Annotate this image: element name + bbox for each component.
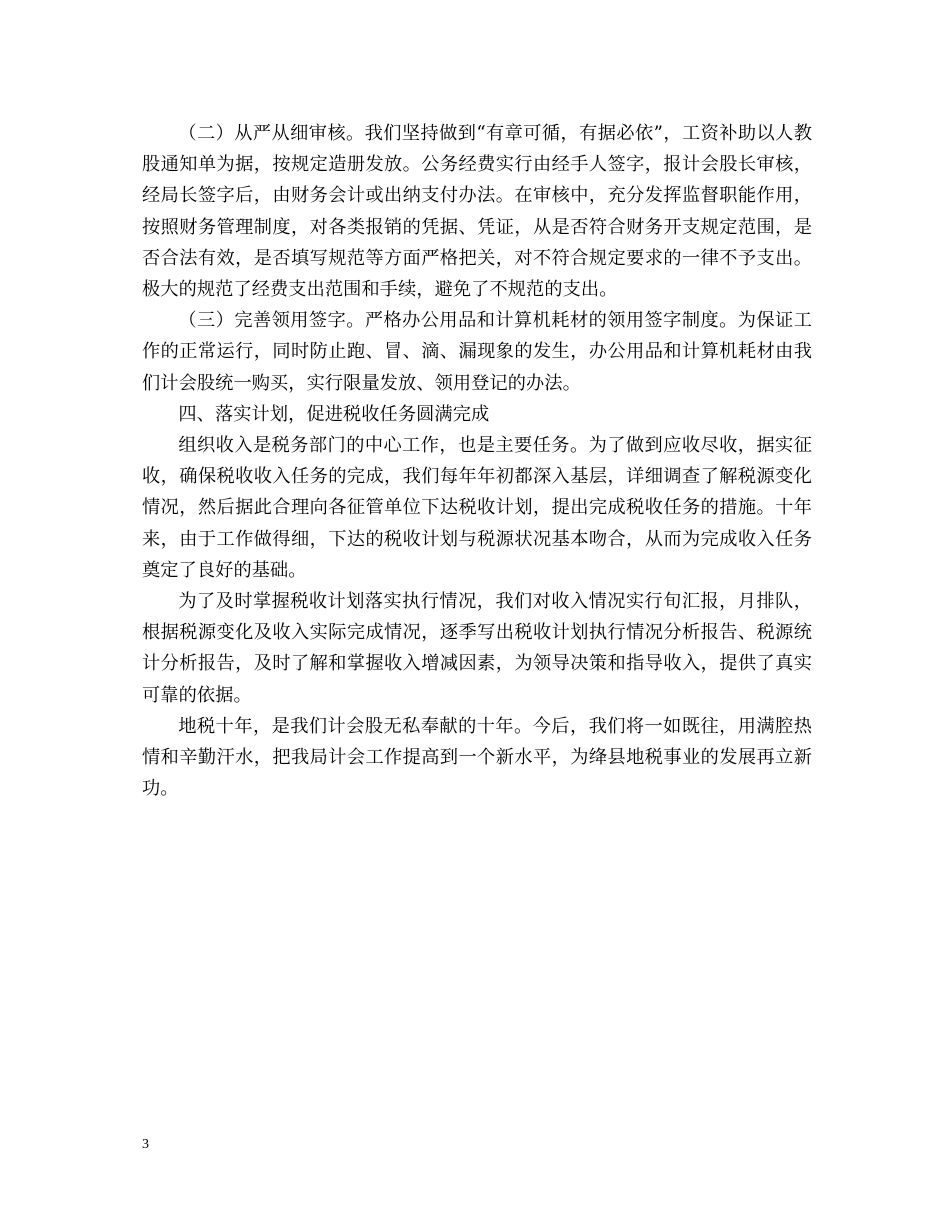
paragraph-conclusion: 地税十年，是我们计会股无私奉献的十年。今后，我们将一如既往，用满腔热情和辛勤汗水，把我局计会工作提高到一个新水平，为绛县地税事业的发展再立新功。: [142, 715, 812, 800]
paragraph-sign-for-supplies: （三）完善领用签字。严格办公用品和计算机耗材的领用签字制度。为保证工作的正常运行，同时防止跑、冒、滴、漏现象的发生，办公用品和计算机耗材由我们计会股统一购买，实行限量发放、领用登记的办法。: [142, 310, 812, 394]
paragraph-review-audit: （二）从严从细审核。我们坚持做到“有章可循，有据必依”，工资补助以人教股通知单为据，按规定造册发放。公务经费实行由经手人签字，报计会股长审核，经局长签字后，由财务会计或出纳支付办法。在审核中，充分发挥监督职能作用，按照财务管理制度，对各类报销的凭据、凭证，从是否符合财务开支规定范围，是否合法有效，是否填写规范等方面严格把关，对不符合规定要求的一律不予支出。极大的规范了经费支出范围和手续，避免了不规范的支出。: [142, 123, 812, 301]
section-heading-tax-plan: 四、落实计划，促进税收任务圆满完成: [178, 403, 490, 425]
paragraph-plan-tracking: 为了及时掌握税收计划落实执行情况，我们对收入情况实行旬汇报，月排队，根据税源变化及收入实际完成情况，逐季写出税收计划执行情况分析报告、税源统计分析报告，及时了解和掌握收入增减因素，为领导决策和指导收入，提供了真实可靠的依据。: [142, 591, 812, 706]
document-body: [142, 118, 812, 804]
paragraph-revenue-collection: 组织收入是税务部门的中心工作，也是主要任务。为了做到应收尽收，据实征收，确保税收收入任务的完成，我们每年年初都深入基层，详细调查了解税源变化情况，然后据此合理向各征管单位下达税收计划，提出完成税收任务的措施。十年来，由于工作做得细，下达的税收计划与税源状况基本吻合，从而为完成收入任务奠定了良好的基础。: [142, 435, 812, 581]
page-number: 3: [142, 1137, 149, 1152]
